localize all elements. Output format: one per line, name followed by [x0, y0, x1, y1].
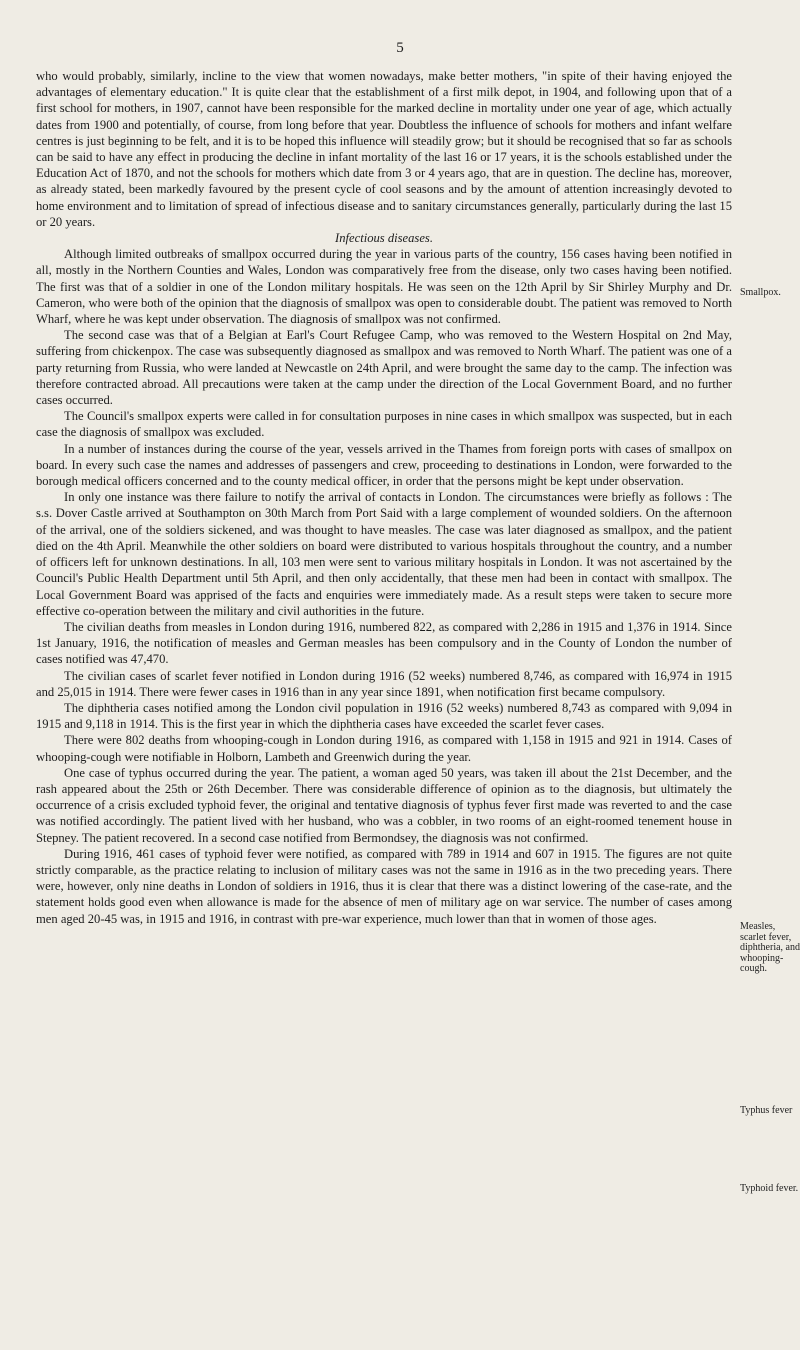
paragraph: There were 802 deaths from whooping-cough in London during 1916, as compared with 1,158 in 1915 and 921 in 1914. Cases of whooping-cough were notifiable in Holborn, Lambeth and Greenwich during the year. — [36, 733, 732, 764]
paragraph: In a number of instances during the course of the year, vessels arrived in the Thames from foreign ports with cases of smallpox on board. In every such case the names and addresses of passengers and crew, proceeding to destinations in London, were forwarded to the borough medical officers concerned and to the county medical officer, in order that the persons might be kept under observation. — [36, 441, 732, 489]
body-text — [36, 68, 732, 927]
margin-note-measles: Measles, scarlet fever, diphtheria, and whooping-cough. — [740, 921, 800, 974]
paragraph: The civilian deaths from measles in London during 1916, numbered 822, as compared with 2,286 in 1915 and 1,376 in 1914. Since 1st January, 1916, the notification of measles and German measles has been compulsory and in the County of London the number of cases notified was 47,470. — [36, 619, 732, 667]
paragraph: who would probably, similarly, incline to the view that women nowadays, make better mothers, "in spite of their having enjoyed the advantages of elementary education." It is quite clear that the establishment of a first milk depot, in 1904, and following upon that of a first school for mothers, in 1907, cannot have been responsible for the marked decline in mortality under one year of age, which actually dates from 1900 and potentially, of course, from long before that year. Doubtless the influence of schools for mothers and infant welfare centres is just beginning to be felt, and it is to be hoped this influence will steadily grow; but it should be recognised that so far as schools can be said to have any effect in producing the decline in infant mortality of the last 16 or 17 years, it is the schools established under the Education Act of 1870, and not the schools for mothers which date from 3 or 4 years ago, that are in question. The decline has, moreover, as already stated, been markedly favoured by the present cycle of cool seasons and by the amount of attention increasingly devoted to home environment and to limitation of spread of infectious disease and to sanitary circumstances generally, particularly during the last 15 or 20 years. — [36, 69, 732, 229]
paragraph: The Council's smallpox experts were called in for consultation purposes in nine cases in which smallpox was suspected, but in each case the diagnosis of smallpox was excluded. — [36, 409, 732, 440]
margin-note-smallpox: Smallpox. — [740, 287, 781, 298]
page-number: 5 — [396, 40, 404, 56]
paragraph: The diphtheria cases notified among the London civil population in 1916 (52 weeks) numbered 8,743 as compared with 9,094 in 1915 and 9,118 in 1914. This is the first year in which the diphtheria cases have exceeded the scarlet fever cases. — [36, 700, 732, 732]
paragraph: Although limited outbreaks of smallpox occurred during the year in various parts of the country, 156 cases having been notified in all, mostly in the Northern Counties and Wales, London was comparatively free from the disease, only two cases having been notified. The first was that of a soldier in one of the London military hospitals. He was seen on the 12th April by Sir Shirley Murphy and Dr. Cameron, who were both of the opinion that the diagnosis of smallpox was open to considerable doubt. The patient was removed to North Wharf, where he was kept under observation. The diagnosis of smallpox was not confirmed. — [36, 247, 732, 327]
paragraph: In only one instance was there failure to notify the arrival of contacts in London. The circumstances were briefly as follows : The s.s. Dover Castle arrived at Southampton on 30th March from Port Said with a large complement of wounded soldiers. On the afternoon of the arrival, one of the soldiers sickened, and was thought to have measles. The case was later diagnosed as smallpox, and the patient died on the 4th April. Meanwhile the other soldiers on board were distributed to various hospitals throughout the country, and a number of officers left for unknown destinations. In all, 103 men were sent to various military hospitals in London. It was not ascertained by the Council's Public Health Department until 5th April, and then only accidentally, that these men had been in contact with smallpox. The Local Government Board was apprised of the facts and enquiries were immediately made. As a result steps were taken to secure more effective co-operation between the military and civil authorities in the future. — [36, 490, 732, 618]
paragraph: During 1916, 461 cases of typhoid fever were notified, as compared with 789 in 1914 and 607 in 1915. The figures are not quite strictly comparable, as the practice relating to inclusion of military cases was not the same in 1916 as in the two preceding years. There were, however, only nine deaths in London of soldiers in 1916, thus it is clear that there was a distinct lowering of the case-rate, and the statement holds good even when allowance is made for the absence of men of military age on war service. The number of cases among men aged 20-45 was, in 1915 and 1916, in contrast with pre-war experience, much lower than that in women of those ages. — [36, 846, 732, 926]
margin-note-typhoid: Typhoid fever. — [740, 1183, 799, 1194]
margin-note-typhus: Typhus fever — [740, 1105, 793, 1116]
section-heading: Infectious diseases. — [335, 231, 433, 246]
paragraph: The second case was that of a Belgian at Earl's Court Refugee Camp, who was removed to the Western Hospital on 2nd May, suffering from chickenpox. The case was subsequently diagnosed as smallpox and was removed to North Wharf. The patient was one of a party returning from Russia, who were landed at Newcastle on 24th April, and were brought the same day to the camp. The infection was therefore contracted abroad. All precautions were taken at the camp under the direction of the Local Government Board, and no further cases occurred. — [36, 328, 732, 408]
paragraph: The civilian cases of scarlet fever notified in London during 1916 (52 weeks) numbered 8,746, as compared with 16,974 in 1915 and 25,015 in 1914. There were fewer cases in 1916 than in any year since 1891, when notification first became compulsory. — [36, 668, 732, 699]
paragraph: One case of typhus occurred during the year. The patient, a woman aged 50 years, was taken ill about the 21st December, and the rash appeared about the 25th or 26th December. There was considerable difference of opinion as to the diagnosis, but ultimately the occurrence of a crisis excluded typhoid fever, the original and tentative diagnosis of typhus fever first made was reverted to and the case was notified accordingly. The patient lived with her husband, who was a cobbler, in two rooms of an eight-roomed tenement house in Stepney. The patient recovered. In a second case notified from Bermondsey, the diagnosis was not confirmed. — [36, 765, 732, 845]
